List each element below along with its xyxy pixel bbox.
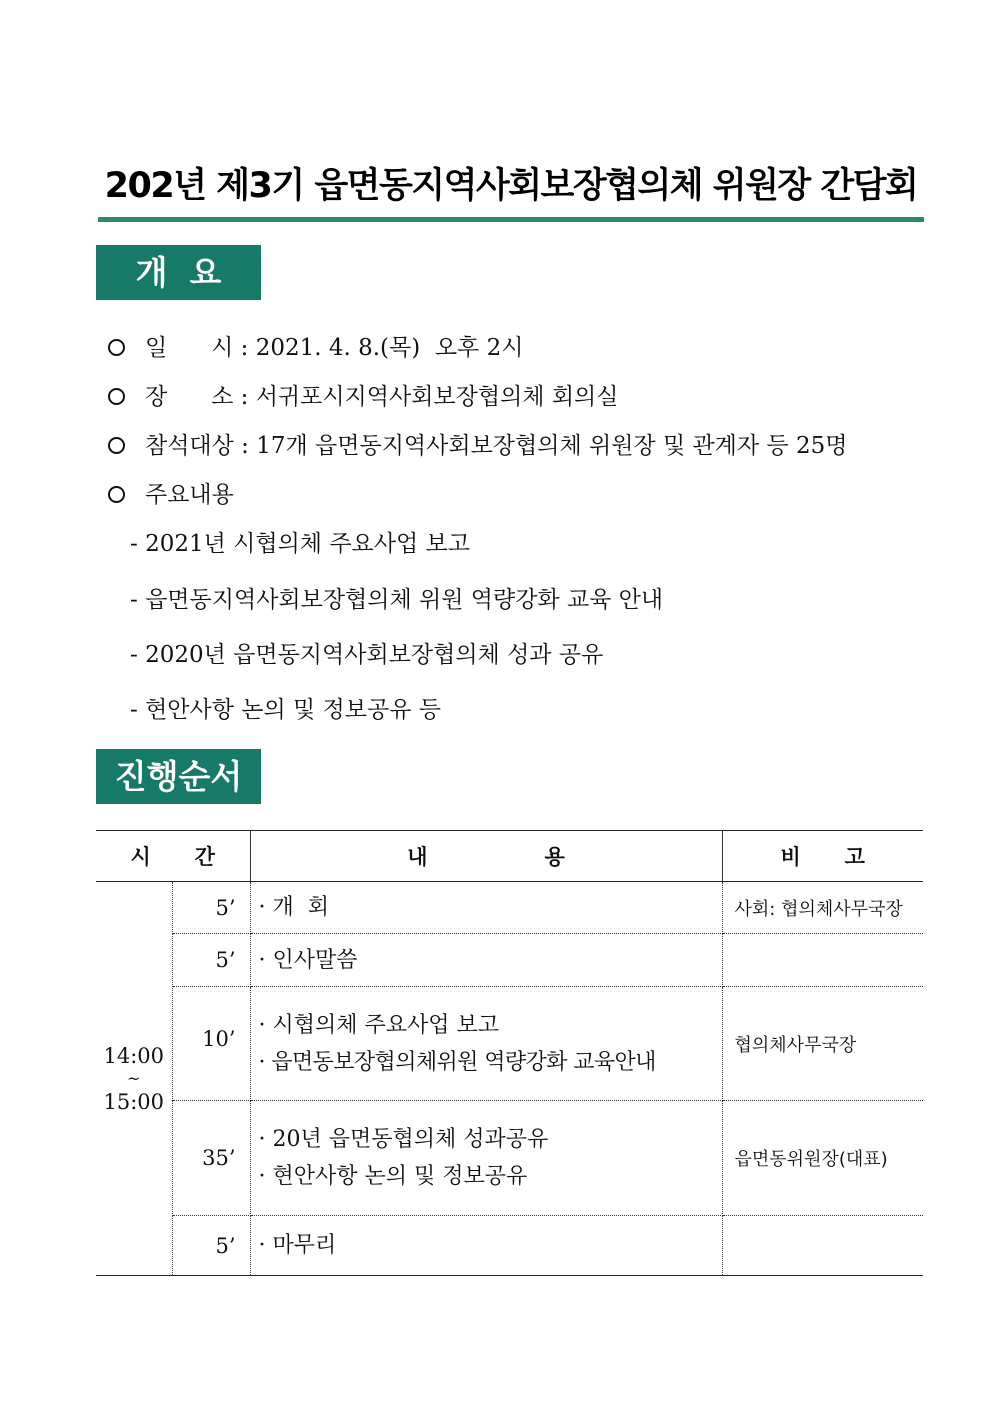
content-item: - 2021년 시협의체 주요사업 보고 xyxy=(130,531,470,557)
content-line: · 현안사항 논의 및 정보공유 xyxy=(258,1164,528,1189)
row-note xyxy=(722,934,923,987)
overview-label: 일 시 xyxy=(145,335,234,361)
row-note: 읍면동위원장(대표) xyxy=(722,1101,923,1216)
content-item: - 2020년 읍면동지역사회보장협의체 성과 공유 xyxy=(130,642,604,668)
row-content xyxy=(250,1216,722,1276)
table-header-row xyxy=(96,831,923,882)
schedule-heading: 진행순서 xyxy=(96,749,261,804)
overview-value: 서귀포시지역사회보장협의체 회의실 xyxy=(255,384,619,410)
circle-bullet-icon xyxy=(108,437,125,454)
time-start: 14:00 xyxy=(103,1043,165,1068)
row-note: 협의체사무국장 xyxy=(722,987,923,1101)
content-line: · 읍면동보장협의체위원 역량강화 교육안내 xyxy=(258,1049,656,1075)
title-underline xyxy=(98,217,924,222)
table-row xyxy=(96,934,923,987)
document-title: 202년 제3기 읍면동지역사회보장협의체 위원장 간담회 xyxy=(104,166,918,206)
content-line: · 마무리 xyxy=(258,1233,337,1258)
header-note: 비 고 xyxy=(722,831,923,882)
duration: 5’ xyxy=(172,1216,250,1276)
content-line: · 개 회 xyxy=(258,895,329,920)
overview-value: 2021. 4. 8.(목) 오후 2시 xyxy=(255,335,524,361)
row-content xyxy=(250,987,722,1101)
overview-item-datetime xyxy=(108,333,523,363)
circle-bullet-icon xyxy=(108,486,125,503)
separator: : xyxy=(233,433,257,459)
content-line: · 인사말씀 xyxy=(258,947,358,973)
table-row xyxy=(96,1216,923,1276)
content-line: · 시협의체 주요사업 보고 xyxy=(258,1012,500,1038)
schedule-table xyxy=(96,830,923,1276)
overview-item-place xyxy=(108,382,619,412)
table-row xyxy=(96,882,923,934)
overview-item-attendees xyxy=(108,431,847,461)
overview-item-contents xyxy=(108,480,234,510)
table-row xyxy=(96,987,923,1101)
row-content xyxy=(250,882,722,934)
row-content xyxy=(250,934,722,987)
row-note xyxy=(722,1216,923,1276)
time-tilde: ~ xyxy=(127,1068,141,1088)
duration: 10’ xyxy=(172,987,250,1101)
overview-label: 주요내용 xyxy=(145,482,234,508)
overview-label: 참석대상 xyxy=(145,433,234,459)
circle-bullet-icon xyxy=(108,339,125,356)
row-note: 사회: 협의체사무국장 xyxy=(722,882,923,934)
overview-heading: 개요 xyxy=(96,245,261,300)
time-end: 15:00 xyxy=(103,1089,165,1114)
overview-label: 장 소 xyxy=(145,384,234,410)
header-time: 시 간 xyxy=(96,831,250,882)
duration: 5’ xyxy=(172,882,250,934)
content-item: - 읍면동지역사회보장협의체 위원 역량강화 교육 안내 xyxy=(130,587,664,613)
table-row xyxy=(96,1101,923,1216)
duration: 35’ xyxy=(172,1101,250,1216)
duration: 5’ xyxy=(172,934,250,987)
overview-value: 17개 읍면동지역사회보장협의체 위원장 및 관계자 등 25명 xyxy=(256,433,848,459)
separator: : xyxy=(233,384,256,410)
time-range xyxy=(96,882,172,1276)
header-content: 내 용 xyxy=(250,831,722,882)
content-line: · 20년 읍면동협의체 성과공유 xyxy=(258,1127,549,1152)
row-content xyxy=(250,1101,722,1216)
content-item: - 현안사항 논의 및 정보공유 등 xyxy=(130,697,441,723)
separator: : xyxy=(233,335,256,361)
circle-bullet-icon xyxy=(108,388,125,405)
